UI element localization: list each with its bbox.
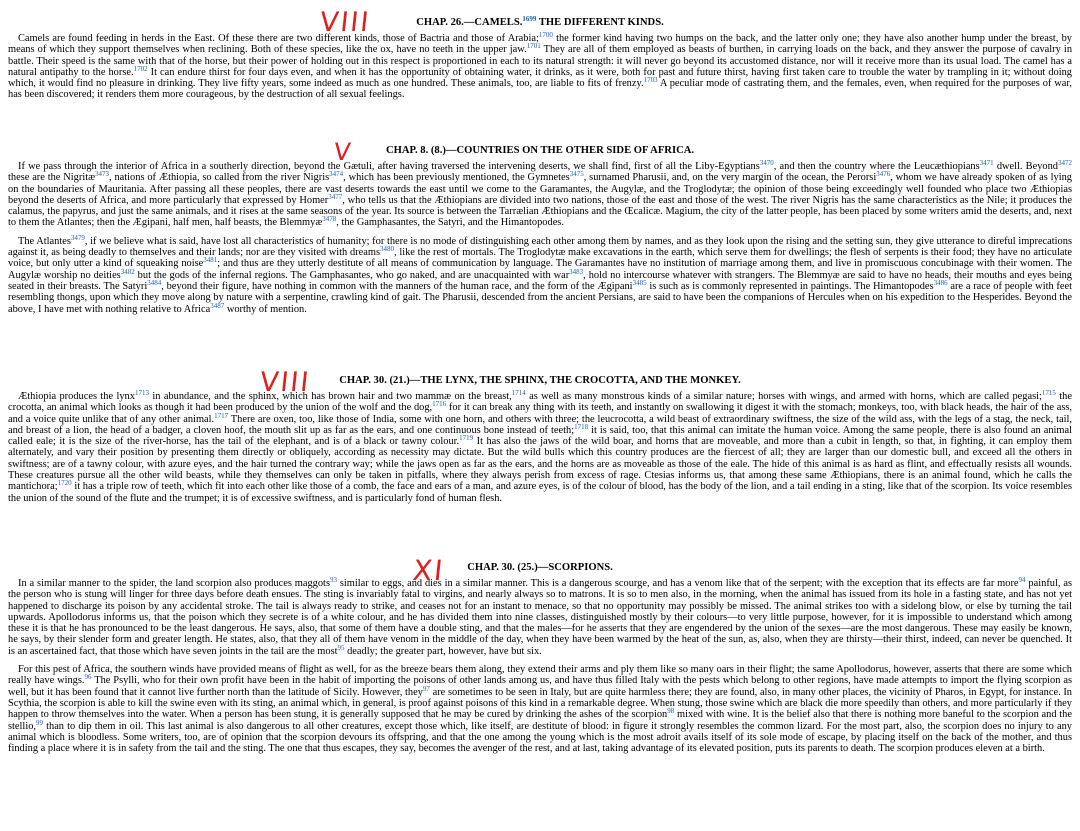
footnote-link[interactable]: 1716 xyxy=(432,400,447,409)
roman-numeral-mark: XI xyxy=(411,554,447,587)
text-run: There are oxen, too, like those of India, some with one horn, and others with three; the leucrocotta, a wild beast of extraordinary swiftness, the size of the wild ass, with the legs of a stag, the neck, tail, and breast of a lion, the head of a badger, a cloven hoof, the mouth slit up as far as the ears, and one continuous bone instead of teeth; xyxy=(8,413,1073,436)
chapter-heading: CHAP. 8. (8.)—COUNTRIES ON THE OTHER SIDE OF AFRICA. xyxy=(385,145,695,156)
text-run: , who tells us that the Æthiopians are divided into two nations, those of the east and those of the west. The river Nigris has the same characteristics as the Nile; it produces the calamus, the papyrus, and just the same animals, and it rises at the same seasons of the year. Its source is between the Tarrælian Æthiopians and the Œcalicæ. Magium, the city of the latter people, has been placed by some writers amid the deserts, and, next to them the Atlantes; then the Ægipani, half men, half beasts, the Blemmyæ xyxy=(8,194,1072,229)
footnote-link[interactable]: 1703 xyxy=(643,76,658,85)
section-lynx-sphinx xyxy=(8,367,1073,504)
footnote-link[interactable]: 3482 xyxy=(120,267,135,276)
section-camels xyxy=(8,7,1073,101)
footnote-link[interactable]: 97 xyxy=(422,684,430,693)
text-run: the crocotta, an animal which looks as though it had been produced by the union of the wolf and the dog, xyxy=(8,391,1072,414)
footnote-link[interactable]: 1715 xyxy=(1041,389,1056,397)
footnote-link[interactable]: 3478 xyxy=(322,215,337,224)
footnote-link[interactable]: 3476 xyxy=(876,170,891,179)
text-run: , nations of Æthiopia, so called from the river Nigris xyxy=(109,172,330,184)
roman-numeral-mark: VIII xyxy=(258,367,312,398)
text-run: , hold no intercourse whatever with strangers. The Blemmyæ are said to have no heads, their mouths and eyes being seated in their breasts. The Satyri xyxy=(8,269,1072,292)
footnote-link[interactable]: 3470 xyxy=(759,159,774,167)
footnote-link[interactable]: 99 xyxy=(36,718,43,727)
section-scorpions xyxy=(8,554,1072,755)
footnote-link[interactable]: 3479 xyxy=(70,233,85,242)
chapter-body xyxy=(8,161,1072,315)
roman-numeral-mark: VIII xyxy=(318,7,372,38)
text-run: similar to eggs, and dies in a similar manner. This is a dangerous scourge, and has a venom like that of the serpent; with the exception that its effects are far more xyxy=(336,578,1019,589)
text-run: , which has been previously mentioned, the Gymnetes xyxy=(343,172,570,184)
chapter-body xyxy=(8,33,1072,101)
footnote-link[interactable]: 1701 xyxy=(526,42,541,51)
body-paragraph xyxy=(8,664,1072,754)
section-africa xyxy=(8,138,1073,315)
footnote-link[interactable]: 98 xyxy=(667,707,675,716)
body-paragraph xyxy=(8,33,1072,101)
footnote-link[interactable]: 3483 xyxy=(569,267,584,276)
text-run: are a race of people with feet resembling thongs, upon which they move along by nature with a serpentine, crawling kind of gait. The Pharusii, descended from the ancient Persians, are said to have been the companions of Hercules when on his expedition to the Hesperides. Beyond the above, I have met with nothing relative to Africa xyxy=(8,280,1073,315)
footnote-link[interactable]: 3477 xyxy=(328,192,343,201)
text-run: It has also the jaws of the wild boar, and horns that are moveable, and more than a cubit in length, so that, in fighting, it can employ them alternately, and vary their position by presenting them directly or obliquely, according as necessity may dictate. But the wild bulls which this country produces are the fiercest of all; they are larger than our domestic bull, and exceed all the others in swiftness; are of a tawny colour, with azure eyes, and the hair turned the contrary way; while the jaws open as far as the ears, and the horns are as moveable as those of the eale. The hide of this animal is as hard as flint, and effectually resists all wounds. These creatures pursue all the other wild beasts, while they themselves can only be taken in pitfalls, where they always perish from excess of rage. Ctesias informs us, that among these same Æthiopians, there is an animal found, which he calls the mantichora; xyxy=(8,436,1072,493)
text-run: A peculiar mode of castrating them, and the females, even, when required for the purposes of war, has been discovered; it renders them more courageous, by the destruction of all sexual feelings. xyxy=(8,78,1072,101)
text-run: The Atlantes xyxy=(18,235,71,247)
roman-numeral-mark: V xyxy=(332,138,354,166)
footnote-link[interactable]: 3485 xyxy=(632,278,647,287)
chapter-heading: CHAP. 30. (25.)—SCORPIONS. xyxy=(467,562,613,573)
text-run: , whom we have already spoken of as lying on the boundaries of Mauritania. After passing all these peoples, there are vast deserts towards the east until we come to the Garamantes, the Augylæ, and the Troglodytæ; the opinion of those being exceedingly well founded who place two Æthiopias beyond the deserts of Africa, and more particularly that expressed by Homer xyxy=(8,172,1072,206)
chapter-heading: CHAP. 30. (21.)—THE LYNX, THE SPHINX, THE CROCOTTA, AND THE MONKEY. xyxy=(339,375,741,386)
body-paragraph xyxy=(8,578,1072,657)
footnote-link[interactable]: 93 xyxy=(329,576,337,584)
footnote-link[interactable]: 1720 xyxy=(57,479,72,488)
footnote-link[interactable]: 1719 xyxy=(459,434,474,443)
footnote-link[interactable]: 1714 xyxy=(511,389,526,397)
text-run: it has a triple row of teeth, which fit into each other like those of a comb, the face and ears of a man, and azure eyes, is of the colour of blood, has the body of the lion, and a tail ending in a sting, like that of the scorpion. Its voice resembles the union of the sound of the flute and the trumpet; it is of excessive swiftness, and is particularly fond of human flesh. xyxy=(8,481,1072,504)
text-run: In a similar manner to the spider, the land scorpion also produces maggots xyxy=(18,578,330,589)
chapter-body xyxy=(8,578,1072,754)
text-run: in abundance, and the sphinx, which has brown hair and two mammæ on the breast, xyxy=(148,391,512,402)
text-run: The Psylli, who for their own profit have been in the habit of importing the poisons of other lands among us, and have thus filled Italy with the pests which belong to other regions, have made attempts to import the flying scorpion as well, but it has been found that it cannot live further north than the latitude of Sicily. However, they xyxy=(8,675,1072,698)
footnote-link[interactable]: 3471 xyxy=(979,159,994,167)
chapter-heading: CHAP. 26.—CAMELS.$^{1699}$ THE DIFFERENT KINDS. xyxy=(416,15,664,28)
body-paragraph xyxy=(8,391,1072,504)
text-run: deadly; the greater part, however, have but six. xyxy=(344,645,542,657)
text-run: Æthiopia produces the lynx xyxy=(18,391,135,402)
text-run: is such as is commonly represented in paintings. The Himantopodes xyxy=(646,280,934,292)
text-run: for it can break any thing with its teeth, and instantly on swallowing it digest it with the stomach; monkeys, too, with black heads, the hair of the ass, and a voice quite unlike that of any other animal. xyxy=(8,402,1072,425)
footnote-link[interactable]: 3473 xyxy=(95,170,110,179)
footnote-link[interactable]: 1718 xyxy=(574,422,589,431)
footnote-link[interactable]: 3481 xyxy=(203,256,218,265)
text-run: , if we believe what is said, have lost all characteristics of humanity; for there is no mode of distinguishing each other among them by names, and as they look upon the rising and the setting sun, they give utterance to direful imprecations against it, as being deadly to themselves and their lands; nor are they visited with dreams xyxy=(8,235,1072,259)
footnote-link[interactable]: 1699 xyxy=(522,15,537,23)
text-run: , the Gamphasantes, the Satyri, and the Himantopodes. xyxy=(336,217,564,229)
text-run: ; and thus are they utterly destitute of all means of communication by language. The Garamantes have no institution of marriage among them, and live in promiscuous concubinage with their women. The Augylæ worship no deities xyxy=(8,258,1072,281)
text-run: It can endure thirst for four days even, and when it has the opportunity of obtaining water, it drinks, as it were, both for past and future thirst, having first taken care to trouble the water by trampling in it; without doing which, it would find no pleasure in drinking. They live fifty years, some indeed as much as one hundred. These animals, too, are liable to fits of frenzy. xyxy=(8,66,1072,90)
footnote-link[interactable]: 1700 xyxy=(538,31,553,39)
footnote-link[interactable]: 3486 xyxy=(933,278,948,287)
text-run: worthy of mention. xyxy=(224,303,307,315)
text-run: but the gods of the infernal regions. The Gamphasantes, who go naked, and are unacquainted with war xyxy=(134,269,570,281)
text-run: it is said, too, that this animal can imitate the human voice. Among the same people, there is also found an animal called eale; it is the size of the river-horse, has the tail of the elephant, and is of a black or tawny colour. xyxy=(8,424,1072,448)
footnote-link[interactable]: 3480 xyxy=(379,245,394,254)
text-run: dwell. Beyond xyxy=(993,161,1058,172)
footnote-link[interactable]: 3474 xyxy=(329,170,344,179)
chapter-body xyxy=(8,391,1072,504)
text-run: painful, as the person who is stung will linger for three days before death ensues. The sting is invariably fatal to virgins, and nearly always so to matrons. It is so to men also, in the morning, when the animal has issued from its hole in a fasting state, and has not yet happened to discharge its poison by any accidental stroke. The tail is always ready to strike, and ceases not for an instant to menace, so that no opportunity may possibly be missed. The animal strikes too with a sidelong blow, or else by turning the tail upwards. Apollodorus informs us, that the poison which they secrete is of a white colour, and he has divided them into nine classes, distinguished mostly by their colours—to very little purpose, however, for it is impossible to understand which among these it is that he has pronounced to be the least dangerous. He says, also, that some of them have a double sting, and that the males—for he asserts that they are engendered by the union of the sexes—are the most dangerous. These may easily be known, he says, by their slender form and greater length. He states, also, that they all of them have venom in the middle of the day, when they have been warmed by the heat of the sun, as, also, when they are thirsty—their thirst, indeed, can never be quenched. It is an ascertained fact, that those which have seven joints in the tail are the most xyxy=(8,578,1072,657)
text-run: , like the rest of mortals. The Troglodytæ make excavations in the earth, which serve them for dwellings; the flesh of serpents is their food; they have no articulate voice, but only utter a kind of squeaking noise xyxy=(8,247,1072,270)
footnote-link[interactable]: 95 xyxy=(337,643,345,652)
body-paragraph xyxy=(8,233,1073,315)
footnote-link[interactable]: 94 xyxy=(1018,576,1026,584)
text-run: the former kind having two humps on the back, and the latter only one; they have also another hump under the breast, by means of which they support themselves when reclining. Both of these species, like the ox, have no teeth in the upper jaw. xyxy=(8,33,1072,56)
text-run: , beyond their figure, have nothing in common with the manners of the human race, and the form of the Ægipani xyxy=(161,280,633,292)
text-run: , and then the country where the Leucæthiopians xyxy=(773,161,980,172)
footnote-link[interactable]: 3487 xyxy=(210,301,225,310)
text-run: as well as many monstrous kinds of a similar nature; horses with wings, and armed with horns, which are called pegasi; xyxy=(525,391,1042,402)
footnote-link[interactable]: 1713 xyxy=(134,389,149,397)
footnote-link[interactable]: 3484 xyxy=(147,278,162,287)
text-run: They are all of them employed as beasts of burthen, in carrying loads on the back, and they answer the purpose of cavalry in battle. Their speed is the same with that of the horse, but their power of holding out in this respect is proportioned in each to its natural strength: it will never go beyond its accustomed distance, nor will it receive more than its usual load. The camel has a natural antipathy to the horse. xyxy=(8,44,1073,78)
text-run: than to dip them in oil. This last animal is also dangerous to all other creatures, except those which, like itself, are destitute of blood: in figure it strongly resembles the common lizard. For the most part, also, the scorpion does no injury to any animal which is bloodless. Some writers, too, are of opinion that the scorpion devours its offspring, and that the one among the young which is the most adroit avails itself of its sole mode of escape, by placing itself on the back of the mother, and thus finding a place where it is in safety from the tail and the sting. The one that thus escapes, they say, becomes the avenger of the rest, and at last, taking advantage of its elevated position, puts its parents to death. The scorpion produces eleven at a birth. xyxy=(8,720,1072,755)
footnote-link[interactable]: 3475 xyxy=(569,170,584,179)
text-run: are sometimes to be seen in Italy, but are quite harmless there; they are found, also, in many other places, the vicinity of Pharos, in Egypt, for instance. In Scythia, the scorpion is able to kill the swine even with its sting, an animal which, in general, is proof against poisons of this kind in a remarkable degree. When stung, those swine which are black die more speedily than others, and more particularly if they happen to throw themselves into the water. When a person has been stung, it is generally supposed that he may be cured by drinking the ashes of the scorpion xyxy=(8,686,1072,721)
footnote-link[interactable]: 96 xyxy=(84,673,92,682)
text-run: Camels are found feeding in herds in the East. Of these there are two different kinds, those of Bactria and those of Arabia; xyxy=(18,33,539,44)
text-run: For this pest of Africa, the southern winds have provided means of flight as well, for as the breeze bears them along, they extend their arms and ply them like so many oars in their flight; the same Apollodorus, however, asserts that there are some which really have wings. xyxy=(8,664,1072,687)
text-run: mixed with wine. It is the belief also that there is nothing more baneful to the scorpion and the stellio, xyxy=(8,709,1072,732)
body-paragraph xyxy=(8,161,1072,229)
footnote-link[interactable]: 3472 xyxy=(1058,159,1072,167)
text-run: these are the Nigritæ xyxy=(8,172,96,184)
text-run: If we pass through the interior of Africa in a southerly direction, beyond the Gætuli, after having traversed the intervening deserts, we shall find, first of all the Liby-Egyptians xyxy=(18,161,760,172)
footnote-link[interactable]: 1702 xyxy=(133,64,148,73)
text-run: , surnamed Pharusii, and, on the very margin of the ocean, the Perorsi xyxy=(583,172,877,184)
footnote-link[interactable]: 1717 xyxy=(214,411,229,420)
